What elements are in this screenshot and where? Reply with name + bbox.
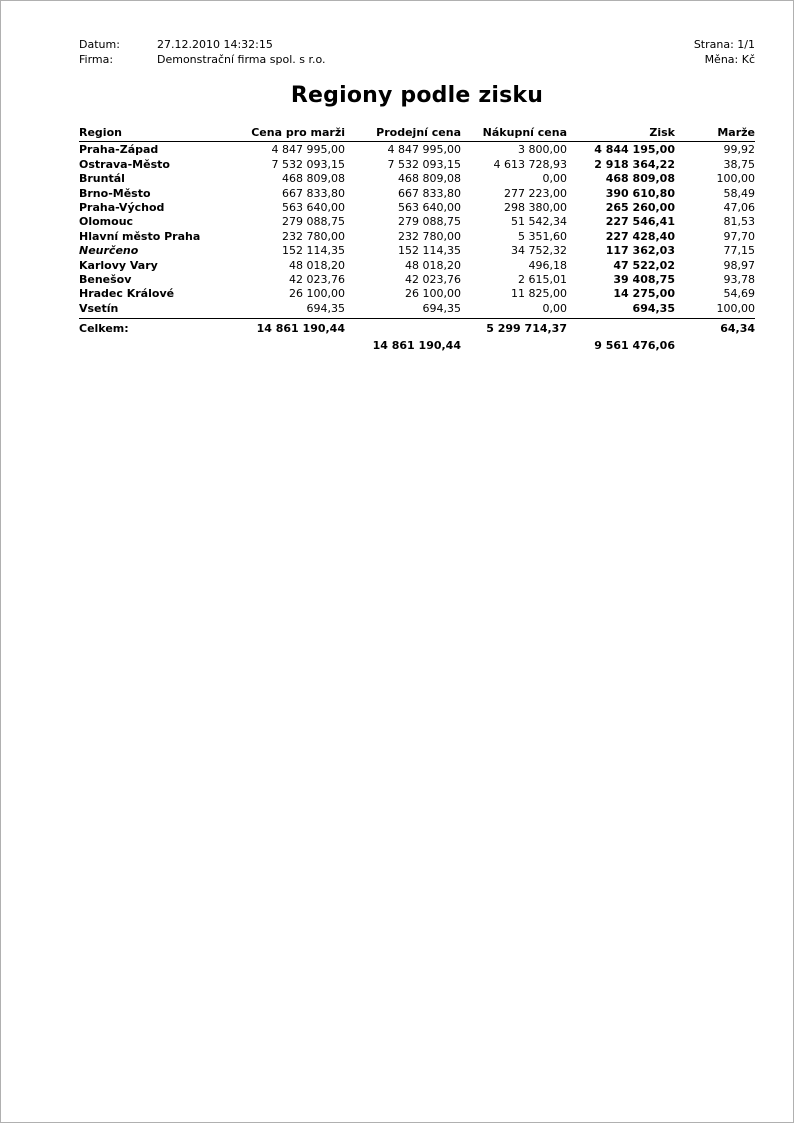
column-header-marze: Marže xyxy=(675,126,755,142)
cell-cena-pro-marzi: 26 100,00 xyxy=(289,287,345,301)
cell-nakupni-cena: 0,00 xyxy=(542,301,567,315)
table-row xyxy=(79,142,755,157)
cell-marze: 93,78 xyxy=(723,273,755,287)
cell-nakupni-cena: 277 223,00 xyxy=(504,186,567,200)
cell-region: Ostrava-Město xyxy=(79,157,170,171)
table-row xyxy=(79,157,755,171)
cell-marze: 100,00 xyxy=(716,172,755,186)
cell-prodejni-cena: 42 023,76 xyxy=(405,273,461,287)
cell-prodejni-cena: 152 114,35 xyxy=(398,244,461,258)
cell-zisk: 468 809,08 xyxy=(605,172,675,186)
page-title: Regiony podle zisku xyxy=(290,83,544,108)
cell-marze: 98,97 xyxy=(723,258,755,272)
cell-region: Brno-Město xyxy=(79,186,151,200)
report-sheet xyxy=(79,37,755,352)
cell-cena-pro-marzi: 42 023,76 xyxy=(289,273,345,287)
cell-marze: 38,75 xyxy=(723,157,755,171)
cell-marze: 100,00 xyxy=(716,301,755,315)
cell-nakupni-cena: 0,00 xyxy=(542,172,567,186)
column-header-prodejni-cena: Prodejní cena xyxy=(345,126,461,142)
table-row xyxy=(79,258,755,272)
cell-marze: 47,06 xyxy=(723,201,755,215)
cell-marze: 54,69 xyxy=(723,287,755,301)
grand-total-cena-pro-marzi xyxy=(239,336,345,352)
grand-total-marze xyxy=(675,336,755,352)
cell-zisk: 694,35 xyxy=(632,301,675,315)
cell-region: Olomouc xyxy=(79,215,134,229)
cell-region: Vsetín xyxy=(79,301,119,315)
cell-region: Karlovy Vary xyxy=(79,258,158,272)
page-info: Strana: 1/1 xyxy=(693,38,755,51)
currency-info: Měna: Kč xyxy=(704,53,755,66)
total-cena-pro-marzi: 14 861 190,44 xyxy=(239,319,345,336)
table-row xyxy=(79,301,755,319)
cell-marze: 97,70 xyxy=(723,229,755,243)
grand-total-prodejni-cena: 14 861 190,44 xyxy=(372,338,461,352)
cell-zisk: 4 844 195,00 xyxy=(594,143,675,157)
cell-zisk: 2 918 364,22 xyxy=(594,157,675,171)
cell-cena-pro-marzi: 232 780,00 xyxy=(282,229,345,243)
cell-region: Praha-Západ xyxy=(79,143,159,157)
cell-cena-pro-marzi: 694,35 xyxy=(306,301,345,315)
cell-region: Hlavní město Praha xyxy=(79,229,201,243)
header-row-date xyxy=(79,37,755,52)
cell-zisk: 265 260,00 xyxy=(605,201,675,215)
cell-zisk: 117 362,03 xyxy=(605,244,675,258)
cell-zisk: 14 275,00 xyxy=(613,287,675,301)
cell-nakupni-cena: 51 542,34 xyxy=(511,215,567,229)
grand-total-nakupni-cena xyxy=(461,336,567,352)
cell-marze: 77,15 xyxy=(723,244,755,258)
cell-prodejni-cena: 694,35 xyxy=(422,301,461,315)
cell-cena-pro-marzi: 468 809,08 xyxy=(282,172,345,186)
cell-prodejni-cena: 468 809,08 xyxy=(398,172,461,186)
cell-nakupni-cena: 34 752,32 xyxy=(511,244,567,258)
cell-prodejni-cena: 48 018,20 xyxy=(405,258,461,272)
cell-cena-pro-marzi: 667 833,80 xyxy=(282,186,345,200)
column-header-zisk: Zisk xyxy=(567,126,675,142)
table-row xyxy=(79,286,755,300)
cell-marze: 58,49 xyxy=(723,186,755,200)
total-marze: 64,34 xyxy=(675,319,755,336)
cell-cena-pro-marzi: 48 018,20 xyxy=(289,258,345,272)
cell-region: Neurčeno xyxy=(79,244,139,258)
cell-nakupni-cena: 4 613 728,93 xyxy=(493,157,567,171)
company-value: Demonstrační firma spol. s r.o. xyxy=(157,53,326,66)
grand-total-row xyxy=(79,336,755,352)
total-label: Celkem: xyxy=(79,319,239,336)
regions-profit-table xyxy=(79,126,755,352)
date-value: 27.12.2010 14:32:15 xyxy=(157,38,273,51)
company-label: Firma: xyxy=(79,53,114,66)
header-row-company xyxy=(79,52,755,67)
cell-prodejni-cena: 279 088,75 xyxy=(398,215,461,229)
cell-cena-pro-marzi: 563 640,00 xyxy=(282,201,345,215)
table-footer xyxy=(79,319,755,352)
cell-zisk: 227 428,40 xyxy=(605,229,675,243)
cell-cena-pro-marzi: 7 532 093,15 xyxy=(271,157,345,171)
cell-cena-pro-marzi: 279 088,75 xyxy=(282,215,345,229)
cell-prodejni-cena: 563 640,00 xyxy=(398,201,461,215)
report-header xyxy=(79,37,755,67)
table-row xyxy=(79,272,755,286)
cell-marze: 81,53 xyxy=(723,215,755,229)
total-row xyxy=(79,319,755,336)
column-header-cena-pro-marzi: Cena pro marži xyxy=(239,126,345,142)
table-row xyxy=(79,200,755,214)
cell-prodejni-cena: 232 780,00 xyxy=(398,229,461,243)
cell-region: Praha-Východ xyxy=(79,201,165,215)
total-nakupni-cena: 5 299 714,37 xyxy=(461,319,567,336)
cell-region: Bruntál xyxy=(79,172,125,186)
cell-nakupni-cena: 496,18 xyxy=(528,258,567,272)
table-header xyxy=(79,126,755,142)
cell-nakupni-cena: 3 800,00 xyxy=(518,143,567,157)
column-header-region: Region xyxy=(79,126,239,142)
table-row xyxy=(79,243,755,257)
cell-nakupni-cena: 298 380,00 xyxy=(504,201,567,215)
total-zisk xyxy=(567,319,675,336)
cell-nakupni-cena: 5 351,60 xyxy=(518,229,567,243)
cell-prodejni-cena: 667 833,80 xyxy=(398,186,461,200)
cell-marze: 99,92 xyxy=(723,143,755,157)
cell-nakupni-cena: 11 825,00 xyxy=(511,287,567,301)
table-row xyxy=(79,171,755,185)
cell-prodejni-cena: 7 532 093,15 xyxy=(387,157,461,171)
grand-total-zisk: 9 561 476,06 xyxy=(594,338,675,352)
cell-region: Hradec Králové xyxy=(79,287,175,301)
cell-nakupni-cena: 2 615,01 xyxy=(518,273,567,287)
table-row xyxy=(79,186,755,200)
table-row xyxy=(79,229,755,243)
grand-total-label xyxy=(79,336,239,352)
cell-zisk: 227 546,41 xyxy=(605,215,675,229)
table-row xyxy=(79,214,755,228)
cell-region: Benešov xyxy=(79,273,132,287)
cell-zisk: 390 610,80 xyxy=(605,186,675,200)
cell-cena-pro-marzi: 152 114,35 xyxy=(282,244,345,258)
total-prodejni-cena xyxy=(345,319,461,336)
column-header-nakupni-cena: Nákupní cena xyxy=(461,126,567,142)
cell-prodejni-cena: 4 847 995,00 xyxy=(387,143,461,157)
table-body xyxy=(79,142,755,319)
cell-zisk: 47 522,02 xyxy=(613,258,675,272)
table-header-row xyxy=(79,126,755,142)
cell-zisk: 39 408,75 xyxy=(613,273,675,287)
cell-prodejni-cena: 26 100,00 xyxy=(405,287,461,301)
cell-cena-pro-marzi: 4 847 995,00 xyxy=(271,143,345,157)
date-label: Datum: xyxy=(79,38,120,51)
